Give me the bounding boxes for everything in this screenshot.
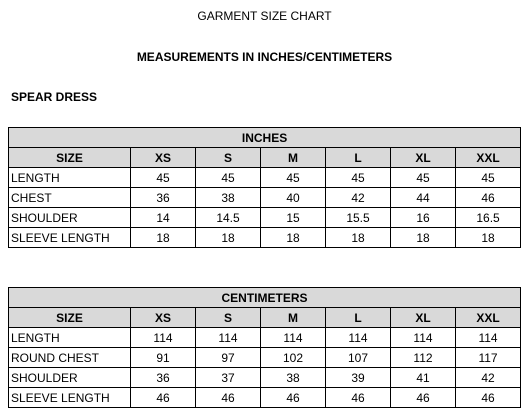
table-cell: 14.5 [196,208,261,228]
centimeters-heading: CENTIMETERS [9,288,521,308]
row-label: SHOULDER [9,368,131,388]
column-header: XS [131,308,196,328]
column-header: XL [391,148,456,168]
column-header: M [261,308,326,328]
table-cell: 16 [391,208,456,228]
row-label: SLEEVE LENGTH [9,388,131,408]
table-cell: 36 [131,368,196,388]
column-header: XXL [456,148,521,168]
inches-header-row [9,148,521,168]
table-cell: 15.5 [326,208,391,228]
table-cell: 46 [456,188,521,208]
table-cell: 38 [196,188,261,208]
table-cell: 18 [326,228,391,248]
column-header: M [261,148,326,168]
table-cell: 114 [261,328,326,348]
table-cell: 39 [326,368,391,388]
table-cell: 41 [391,368,456,388]
table-cell: 114 [391,328,456,348]
inches-table [8,127,521,248]
table-cell: 45 [456,168,521,188]
table-row [9,328,521,348]
document-subtitle: MEASUREMENTS IN INCHES/CENTIMETERS [136,50,393,64]
table-cell: 117 [456,348,521,368]
table-row [9,368,521,388]
table-cell: 18 [131,228,196,248]
column-header: L [326,308,391,328]
table-cell: 107 [326,348,391,368]
table-cell: 37 [196,368,261,388]
table-row [9,188,521,208]
table-cell: 42 [326,188,391,208]
row-label: LENGTH [9,328,131,348]
table-cell: 44 [391,188,456,208]
row-label: ROUND CHEST [9,348,131,368]
document-title: GARMENT SIZE CHART [197,9,332,23]
table-cell: 18 [391,228,456,248]
table-cell: 40 [261,188,326,208]
table-cell: 45 [131,168,196,188]
table-cell: 91 [131,348,196,368]
table-cell: 18 [261,228,326,248]
table-cell: 97 [196,348,261,368]
table-cell: 114 [456,328,521,348]
table-cell: 45 [261,168,326,188]
column-header: L [326,148,391,168]
centimeters-table [8,287,521,408]
column-header: XXL [456,308,521,328]
table-cell: 42 [456,368,521,388]
table-row [9,228,521,248]
table-cell: 46 [391,388,456,408]
column-header: SIZE [9,148,131,168]
column-header: S [196,148,261,168]
table-cell: 102 [261,348,326,368]
centimeters-header-row [9,308,521,328]
table-cell: 45 [196,168,261,188]
column-header: XS [131,148,196,168]
table-cell: 112 [391,348,456,368]
product-name: SPEAR DRESS [11,90,98,104]
row-label: SHOULDER [9,208,131,228]
table-cell: 38 [261,368,326,388]
table-cell: 46 [456,388,521,408]
table-row [9,388,521,408]
column-header: SIZE [9,308,131,328]
inches-heading: INCHES [9,128,521,148]
table-cell: 15 [261,208,326,228]
table-cell: 36 [131,188,196,208]
table-cell: 46 [326,388,391,408]
row-label: CHEST [9,188,131,208]
row-label: SLEEVE LENGTH [9,228,131,248]
table-cell: 114 [196,328,261,348]
table-cell: 18 [456,228,521,248]
table-row [9,208,521,228]
table-cell: 18 [196,228,261,248]
row-label: LENGTH [9,168,131,188]
table-cell: 114 [131,328,196,348]
table-cell: 46 [196,388,261,408]
table-cell: 16.5 [456,208,521,228]
table-row [9,348,521,368]
column-header: XL [391,308,456,328]
table-cell: 46 [261,388,326,408]
table-cell: 14 [131,208,196,228]
table-cell: 45 [391,168,456,188]
column-header: S [196,308,261,328]
table-cell: 45 [326,168,391,188]
table-cell: 46 [131,388,196,408]
table-cell: 114 [326,328,391,348]
table-row [9,168,521,188]
